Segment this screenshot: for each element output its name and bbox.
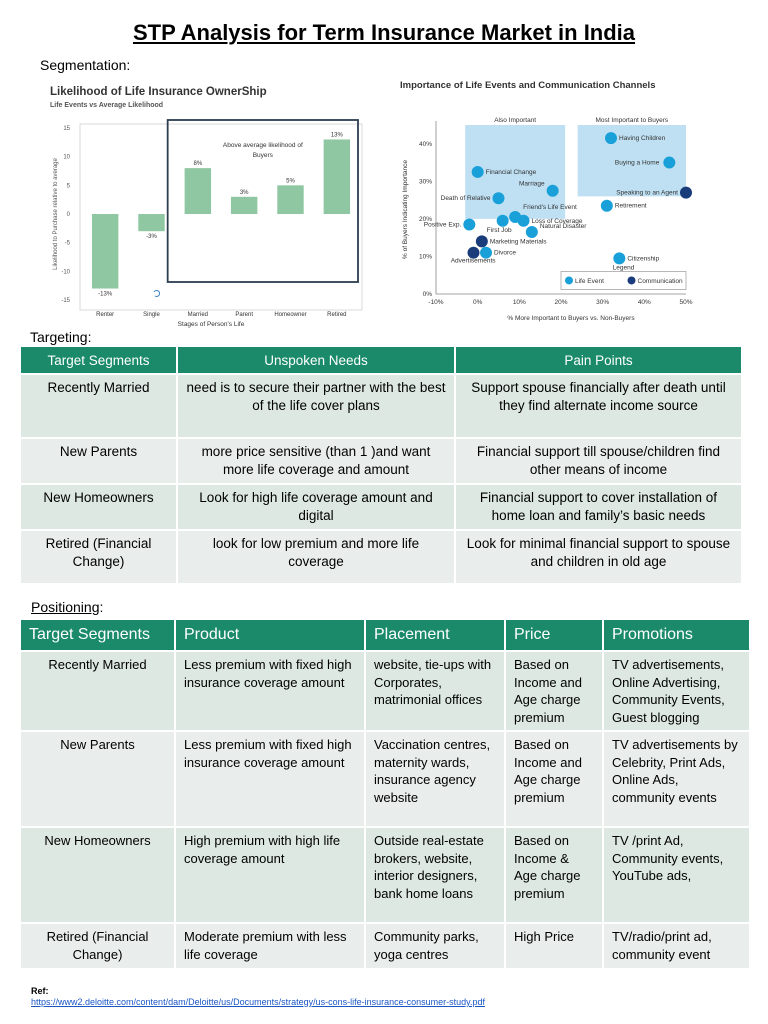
targeting-table: [19, 345, 743, 585]
table-cell: Outside real-estate brokers, website, interior designers, bank home loans: [366, 828, 504, 922]
y-tick-label: 20%: [418, 215, 432, 223]
data-label: 13%: [330, 132, 343, 139]
annotation-line: Buyers: [252, 152, 273, 159]
table-cell: Moderate premium with less life coverage: [176, 924, 364, 968]
table-cell: Community parks, yoga centres: [366, 924, 504, 968]
legend-marker: [628, 276, 636, 284]
y-tick-label: -15: [61, 298, 70, 304]
data-label: 3%: [239, 189, 249, 196]
legend-marker: [565, 276, 573, 284]
table-cell: Look for minimal financial support to spouse and children in old age: [456, 531, 741, 583]
data-label: -13%: [98, 291, 113, 298]
annotation-line: Above average likelihood of: [222, 142, 303, 149]
table-cell: Less premium with fixed high insurance coverage amount: [176, 652, 364, 730]
point-label: Financial Change: [485, 168, 537, 176]
targeting-header: Target Segments: [21, 347, 176, 373]
positioning-header: Placement: [366, 620, 504, 650]
reference-link[interactable]: https://www2.deloitte.com/content/dam/Deloitte/us/Documents/strategy/us-cons-life-insurance-consumer-study.pdf: [31, 997, 486, 1007]
bar-chart-svg: [50, 82, 366, 330]
y-tick-label: 5: [66, 183, 70, 190]
point-label: Advertisements: [450, 257, 496, 265]
data-label: -3%: [146, 234, 157, 241]
table-row: [21, 652, 749, 730]
bar-chart-subtitle: Life Events vs Average Likelihood: [50, 102, 164, 109]
table-row: [21, 439, 741, 483]
x-axis-label: % More Important to Buyers vs. Non-Buyers: [507, 315, 635, 322]
table-cell: Based on Income and Age charge premium: [506, 732, 602, 826]
table-cell: need is to secure their partner with the best of the life cover plans: [178, 375, 454, 437]
x-tick-label: 10%: [512, 299, 526, 306]
data-point: [476, 235, 488, 247]
positioning-header-row: [21, 620, 749, 650]
table-cell: more price sensitive (than 1 )and want more life coverage and amount: [178, 439, 454, 483]
y-tick-label: 30%: [418, 178, 432, 186]
bar: [324, 139, 350, 214]
x-tick-label: 0%: [472, 299, 483, 306]
data-point: [605, 132, 617, 144]
bar: [277, 185, 303, 214]
data-point: [547, 185, 559, 197]
data-point: [497, 215, 509, 227]
positioning-header: Product: [176, 620, 364, 650]
point-label: Marketing Materials: [489, 238, 547, 246]
bar: [231, 197, 257, 214]
table-cell: Based on Income & Age charge premium: [506, 828, 602, 922]
legend-title: Legend: [612, 264, 635, 272]
table-cell: Retired (Financial Change): [21, 531, 176, 583]
y-axis-label: Likelihood to Purchase relative to average: [53, 158, 59, 270]
point-label: Marriage: [519, 180, 545, 188]
x-tick-label: 50%: [679, 299, 693, 306]
data-point: [493, 192, 505, 204]
point-label: Friend's Life Event: [523, 204, 577, 212]
table-cell: website, tie-ups with Corporates, matrimonial offices: [366, 652, 504, 730]
point-label: Divorce: [494, 249, 517, 257]
y-tick-label: -10: [61, 269, 70, 276]
x-tick-label: Retired: [327, 312, 347, 318]
table-cell: Support spouse financially after death until they find alternate income source: [456, 375, 741, 437]
x-tick-label: Homeowner: [274, 312, 307, 318]
table-row: [21, 732, 749, 826]
point-label: Positive Exp.: [423, 221, 462, 229]
table-cell: Financial support till spouse/children find other means of income: [456, 439, 741, 483]
positioning-header: Promotions: [604, 620, 749, 650]
scatter-chart-svg: [396, 76, 696, 326]
x-axis-label: Stages of Person's Life: [177, 321, 245, 328]
table-row: [21, 531, 741, 583]
section-segmentation: Segmentation:: [40, 57, 131, 73]
x-tick-label: Renter: [96, 312, 115, 318]
positioning-header: Price: [506, 620, 602, 650]
data-point: [463, 219, 475, 231]
point-label: Buying a Home: [614, 159, 660, 167]
table-row: [21, 485, 741, 529]
bar-chart-title: Likelihood of Life Insurance OwnerShip: [50, 86, 267, 98]
point-label: Retirement: [614, 202, 647, 210]
point-label: First Job: [486, 226, 512, 234]
positioning-header: Target Segments: [21, 620, 174, 650]
data-point: [518, 215, 530, 227]
table-row: [21, 828, 749, 922]
region-label: Most Important to Buyers: [595, 117, 669, 124]
table-cell: High premium with high life coverage amount: [176, 828, 364, 922]
table-cell: Look for high life coverage amount and digital: [178, 485, 454, 529]
section-positioning: Positioning:: [31, 599, 104, 615]
y-tick-label: 10%: [418, 253, 432, 261]
point-label: Citizenship: [627, 255, 660, 263]
bar-chart-ownership: [50, 82, 366, 330]
targeting-header: Pain Points: [456, 347, 741, 373]
positioning-table: [19, 618, 751, 970]
table-cell: Financial support to cover installation of home loan and family’s basic needs: [456, 485, 741, 529]
point-label: Loss of Coverage: [531, 217, 583, 225]
table-row: [21, 924, 749, 968]
table-cell: New Parents: [21, 439, 176, 483]
table-cell: look for low premium and more life coverage: [178, 531, 454, 583]
region-label: Also Important: [494, 117, 537, 124]
data-label: 5%: [286, 178, 295, 185]
bar: [185, 168, 211, 214]
table-cell: Less premium with fixed high insurance coverage amount: [176, 732, 364, 826]
scatter-chart-life-events: [396, 76, 696, 326]
table-cell: New Homeowners: [21, 485, 176, 529]
table-row: [21, 375, 741, 437]
data-point: [526, 226, 538, 238]
y-tick-label: 0%: [422, 291, 432, 298]
section-targeting: Targeting:: [30, 329, 92, 345]
table-cell: Recently Married: [21, 375, 176, 437]
legend-label: Communication: [637, 277, 683, 285]
y-tick-label: -5: [64, 240, 70, 247]
y-tick-label: 40%: [418, 140, 432, 148]
x-tick-label: Married: [187, 312, 209, 318]
scatter-chart-title: Importance of Life Events and Communication Channels: [400, 80, 656, 91]
legend-label: Life Event: [575, 277, 604, 285]
data-point: [680, 187, 692, 199]
bar: [92, 214, 118, 289]
x-tick-label: 20%: [554, 299, 568, 306]
table-cell: TV advertisements, Online Advertising, Community Events, Guest blogging: [604, 652, 749, 730]
data-point: [472, 166, 484, 178]
bar: [138, 214, 164, 231]
reference-label: Ref:: [31, 986, 49, 996]
table-cell: TV/radio/print ad, community event: [604, 924, 749, 968]
table-cell: New Parents: [21, 732, 174, 826]
table-cell: New Homeowners: [21, 828, 174, 922]
page-title: STP Analysis for Term Insurance Market in India: [132, 20, 636, 45]
table-cell: TV advertisements by Celebrity, Print Ads, Online Ads, community events: [604, 732, 749, 826]
data-point: [663, 157, 675, 169]
point-label: Speaking to an Agent: [616, 189, 678, 197]
table-cell: Recently Married: [21, 652, 174, 730]
table-cell: TV /print Ad, Community events, YouTube ads,: [604, 828, 749, 922]
y-axis-label: % of Buyers Indicating Importance: [402, 160, 409, 259]
x-tick-label: -10%: [428, 299, 444, 306]
x-tick-label: 30%: [596, 299, 610, 306]
data-point: [601, 200, 613, 212]
table-cell: Based on Income and Age charge premium: [506, 652, 602, 730]
x-tick-label: Parent: [235, 312, 254, 318]
y-tick-label: 10: [63, 154, 70, 161]
point-label: Natural Disaster: [539, 223, 587, 231]
y-tick-label: 0: [66, 212, 70, 218]
x-tick-label: Single: [143, 312, 160, 318]
point-label: Having Children: [619, 135, 666, 143]
data-point: [613, 252, 625, 264]
table-cell: High Price: [506, 924, 602, 968]
targeting-header-row: [21, 347, 741, 373]
table-cell: Vaccination centres, maternity wards, insurance agency website: [366, 732, 504, 826]
table-cell: Retired (Financial Change): [21, 924, 174, 968]
targeting-header: Unspoken Needs: [178, 347, 454, 373]
x-tick-label: 40%: [637, 299, 651, 306]
point-label: Death of Relative: [440, 195, 491, 203]
data-label: 8%: [193, 161, 203, 168]
y-tick-label: 15: [63, 126, 70, 132]
